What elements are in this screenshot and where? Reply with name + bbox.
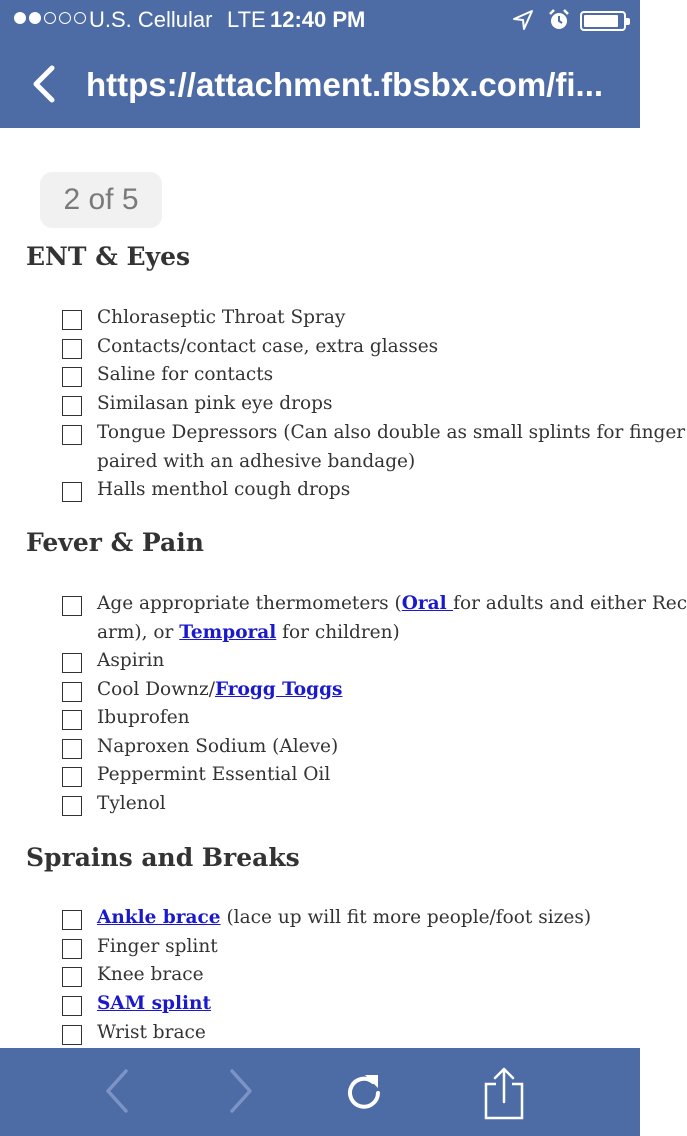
checkbox[interactable] bbox=[62, 596, 82, 616]
item-line: paired with an adhesive bandage) bbox=[97, 450, 416, 472]
list-item: Halls menthol cough drops bbox=[97, 479, 351, 500]
list-item bbox=[97, 590, 687, 647]
checkbox[interactable] bbox=[62, 710, 82, 730]
link-sam-splint[interactable]: SAM splint bbox=[97, 993, 212, 1014]
signal-strength-icon bbox=[14, 12, 86, 24]
item-text: for adults and either Rec bbox=[453, 593, 687, 614]
link-ankle-brace[interactable]: Ankle brace bbox=[97, 907, 221, 928]
checkbox[interactable] bbox=[62, 482, 82, 502]
checkbox[interactable] bbox=[62, 796, 82, 816]
share-icon[interactable] bbox=[482, 1066, 526, 1122]
list-item bbox=[97, 990, 211, 1019]
item-text: Cool Downz/ bbox=[97, 679, 215, 700]
page-indicator: 2 of 5 bbox=[40, 172, 162, 228]
item-line: Tongue Depressors (Can also double as small splints for finger bbox=[97, 422, 686, 443]
checkbox[interactable] bbox=[62, 396, 82, 416]
signal-dot bbox=[59, 12, 71, 24]
carrier-name: U.S. Cellular bbox=[89, 7, 213, 32]
top-bar bbox=[0, 0, 640, 128]
list-item: Wrist brace bbox=[97, 1022, 206, 1043]
list-item: Aspirin bbox=[97, 650, 165, 671]
status-bar bbox=[0, 0, 640, 40]
list-item: Ibuprofen bbox=[97, 707, 190, 728]
signal-dot bbox=[74, 12, 86, 24]
list-item: Saline for contacts bbox=[97, 364, 274, 385]
link-oral[interactable]: Oral bbox=[401, 593, 454, 614]
signal-dot bbox=[14, 12, 26, 24]
checkbox[interactable] bbox=[62, 1025, 82, 1045]
checkbox[interactable] bbox=[62, 367, 82, 387]
item-text: Age appropriate thermometers ( bbox=[97, 593, 402, 614]
list-item: Knee brace bbox=[97, 964, 204, 985]
reload-icon[interactable] bbox=[342, 1066, 386, 1116]
list-item bbox=[97, 419, 685, 476]
list-item: Contacts/contact case, extra glasses bbox=[97, 336, 439, 357]
network-type: LTE bbox=[227, 7, 266, 32]
chevron-left-icon[interactable] bbox=[28, 64, 60, 104]
section-heading: ENT & Eyes bbox=[26, 242, 191, 271]
link-temporal[interactable]: Temporal bbox=[179, 621, 277, 643]
battery-icon bbox=[580, 11, 626, 31]
item-text: (lace up will fit more people/foot sizes) bbox=[220, 907, 592, 928]
checkbox[interactable] bbox=[62, 310, 82, 330]
list-item: Chloraseptic Throat Spray bbox=[97, 307, 346, 328]
checkbox[interactable] bbox=[62, 967, 82, 987]
list-item: Naproxen Sodium (Aleve) bbox=[97, 736, 339, 757]
list-item bbox=[97, 904, 591, 933]
url-text[interactable]: https://attachment.fbsbx.com/fi... bbox=[86, 66, 604, 103]
checkbox[interactable] bbox=[62, 739, 82, 759]
chevron-right-icon[interactable] bbox=[226, 1066, 256, 1116]
checkbox[interactable] bbox=[62, 682, 82, 702]
item-text: arm), or bbox=[97, 621, 180, 643]
battery-nub bbox=[626, 18, 630, 25]
checkbox[interactable] bbox=[62, 910, 82, 930]
list-item: Peppermint Essential Oil bbox=[97, 764, 331, 785]
checkbox[interactable] bbox=[62, 425, 82, 445]
signal-dot bbox=[29, 12, 41, 24]
clock: 12:40 PM bbox=[270, 7, 366, 32]
url-bar bbox=[0, 44, 640, 128]
checkbox[interactable] bbox=[62, 767, 82, 787]
list-item: Similasan pink eye drops bbox=[97, 393, 333, 414]
section-heading: Fever & Pain bbox=[26, 528, 204, 557]
signal-dot bbox=[44, 12, 56, 24]
chevron-left-icon[interactable] bbox=[102, 1066, 132, 1116]
list-item: Tylenol bbox=[97, 793, 166, 814]
battery-level bbox=[584, 15, 618, 27]
link-frogg-toggs[interactable]: Frogg Toggs bbox=[214, 679, 343, 700]
location-arrow-icon bbox=[512, 9, 534, 31]
checkbox[interactable] bbox=[62, 939, 82, 959]
alarm-clock-icon bbox=[547, 8, 571, 32]
section-heading: Sprains and Breaks bbox=[26, 843, 300, 872]
checkbox[interactable] bbox=[62, 996, 82, 1016]
bottom-toolbar bbox=[0, 1048, 640, 1136]
document-content bbox=[0, 128, 687, 1048]
checkbox[interactable] bbox=[62, 653, 82, 673]
list-item bbox=[97, 676, 342, 705]
item-text: for children) bbox=[276, 621, 400, 643]
checkbox[interactable] bbox=[62, 339, 82, 359]
list-item: Finger splint bbox=[97, 936, 218, 957]
